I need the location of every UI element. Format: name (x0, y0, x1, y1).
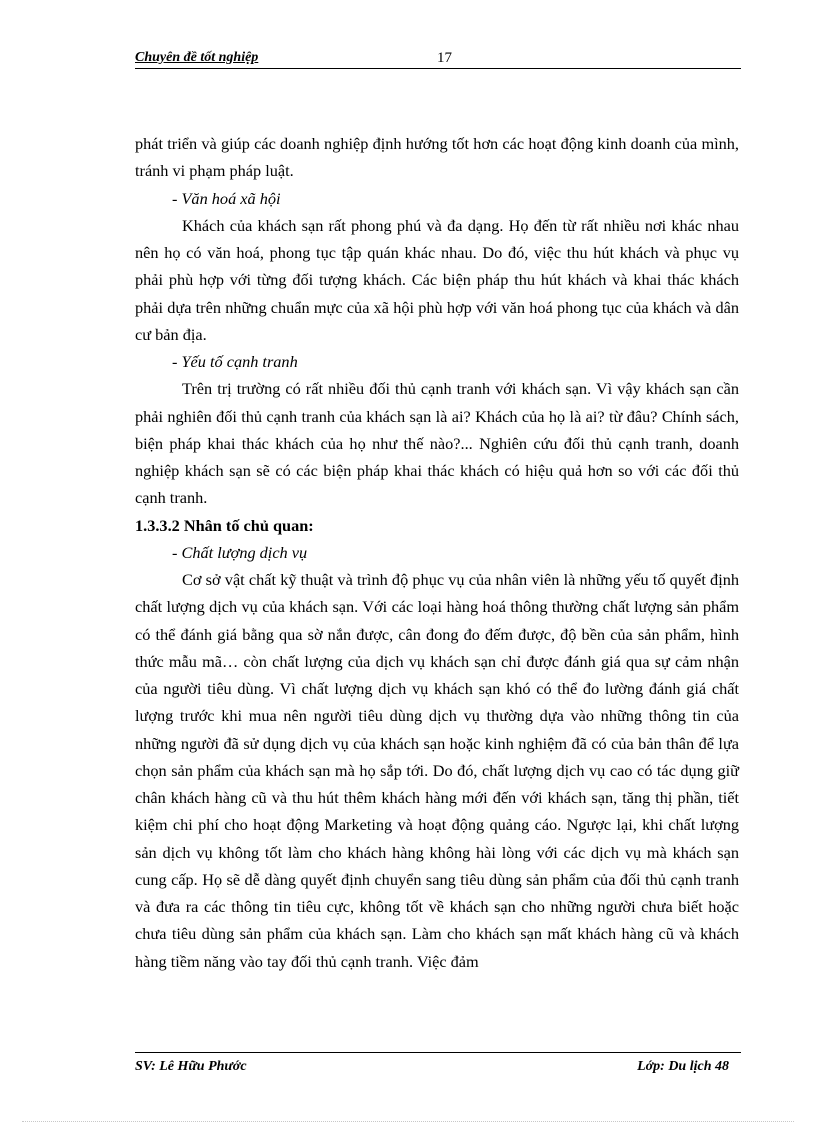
document-title: Chuyên đề tốt nghiệp (135, 50, 259, 65)
paragraph-service-quality: Cơ sở vật chất kỹ thuật và trình độ phục vụ của nhân viên là những yếu tố quyết định chất lượng dịch vụ của khách sạn. Với các loại hàng hoá thông thường chất lượng sản phẩm có thể đánh giá bằng qua sờ nắn được, cân đong đo đếm được, độ bền của sản phẩm, hình thức mẫu mã… còn chất lượng của dịch vụ khách sạn chỉ được đánh giá qua sự cảm nhận của người tiêu dùng. Vì chất lượng dịch vụ khách sạn khó có thể đo lường đánh giá chất lượng trước khi mua nên người tiêu dùng dịch vụ thường dựa vào những thông tin của những người đã sử dụng dịch vụ của khách sạn hoặc kinh nghiệm đã có của bản thân để lựa chọn sản phẩm của khách sạn mà họ sắp tới. Do đó, chất lượng dịch vụ cao có tác dụng giữ chân khách hàng cũ và thu hút thêm khách hàng mới đến với khách sạn, tăng thị phần, tiết kiệm chi phí cho hoạt động Marketing và hoạt động quảng cáo. Ngược lại, khi chất lượng sản dịch vụ không tốt làm cho khách hàng không hài lòng với các dịch vụ mà khách sạn cung cấp. Họ sẽ dễ dàng quyết định chuyển sang tiêu dùng sản phẩm của đối thủ cạnh tranh và đưa ra các thông tin tiêu cực, không tốt về khách sạn cho những người chưa biết hoặc chưa tiêu dùng sản phẩm của khách sạn. Làm cho khách sạn mất khách hàng cũ và khách hàng tiềm năng vào tay đối thủ cạnh tranh. Việc đảm (135, 570, 739, 971)
section-heading: 1.3.3.2 Nhân tố chủ quan: (135, 515, 314, 535)
subheading-service-quality: - Chất lượng dịch vụ (172, 542, 308, 562)
page-footer (135, 1052, 741, 1074)
paragraph-continuation: phát triển và giúp các doanh nghiệp định hướng tốt hơn các hoạt động kinh doanh của mình, tránh vi phạm pháp luật. (135, 134, 739, 181)
footer-class: Lớp: Du lịch 48 (637, 1059, 729, 1074)
paragraph-culture: Khách của khách sạn rất phong phú và đa dạng. Họ đến từ rất nhiều nơi khác nhau nên họ có văn hoá, phong tục tập quán khác nhau. Do đó, việc thu hút khách và phục vụ phải phù hợp với từng đối tượng khách. Các biện pháp thu hút khách và khai thác khách phải dựa trên những chuẩn mực của xã hội phù hợp với văn hoá phong tục của khách và dân cư bản địa. (135, 215, 739, 344)
page-body (135, 130, 739, 975)
subheading-competition: - Yếu tố cạnh tranh (172, 352, 298, 371)
subheading-culture: - Văn hoá xã hội (172, 188, 281, 208)
paragraph-competition: Trên trị trường có rất nhiều đối thủ cạnh tranh với khách sạn. Vì vậy khách sạn cần phải nghiên đối thủ cạnh tranh của khách sạn là ai? Khách của họ là ai? từ đâu? Chính sách, biện pháp khai thác khách của họ như thế nào?... Nghiên cứu đối thủ cạnh tranh, doanh nghiệp khách sạn sẽ có các biện pháp khai thác khách có hiệu quả hơn so với các đối thủ cạnh tranh. (135, 379, 739, 508)
footer-author: SV: Lê Hữu Phước (135, 1059, 247, 1074)
page-header (135, 48, 741, 69)
page-edge-divider (22, 1121, 794, 1122)
page-number: 17 (437, 50, 452, 66)
